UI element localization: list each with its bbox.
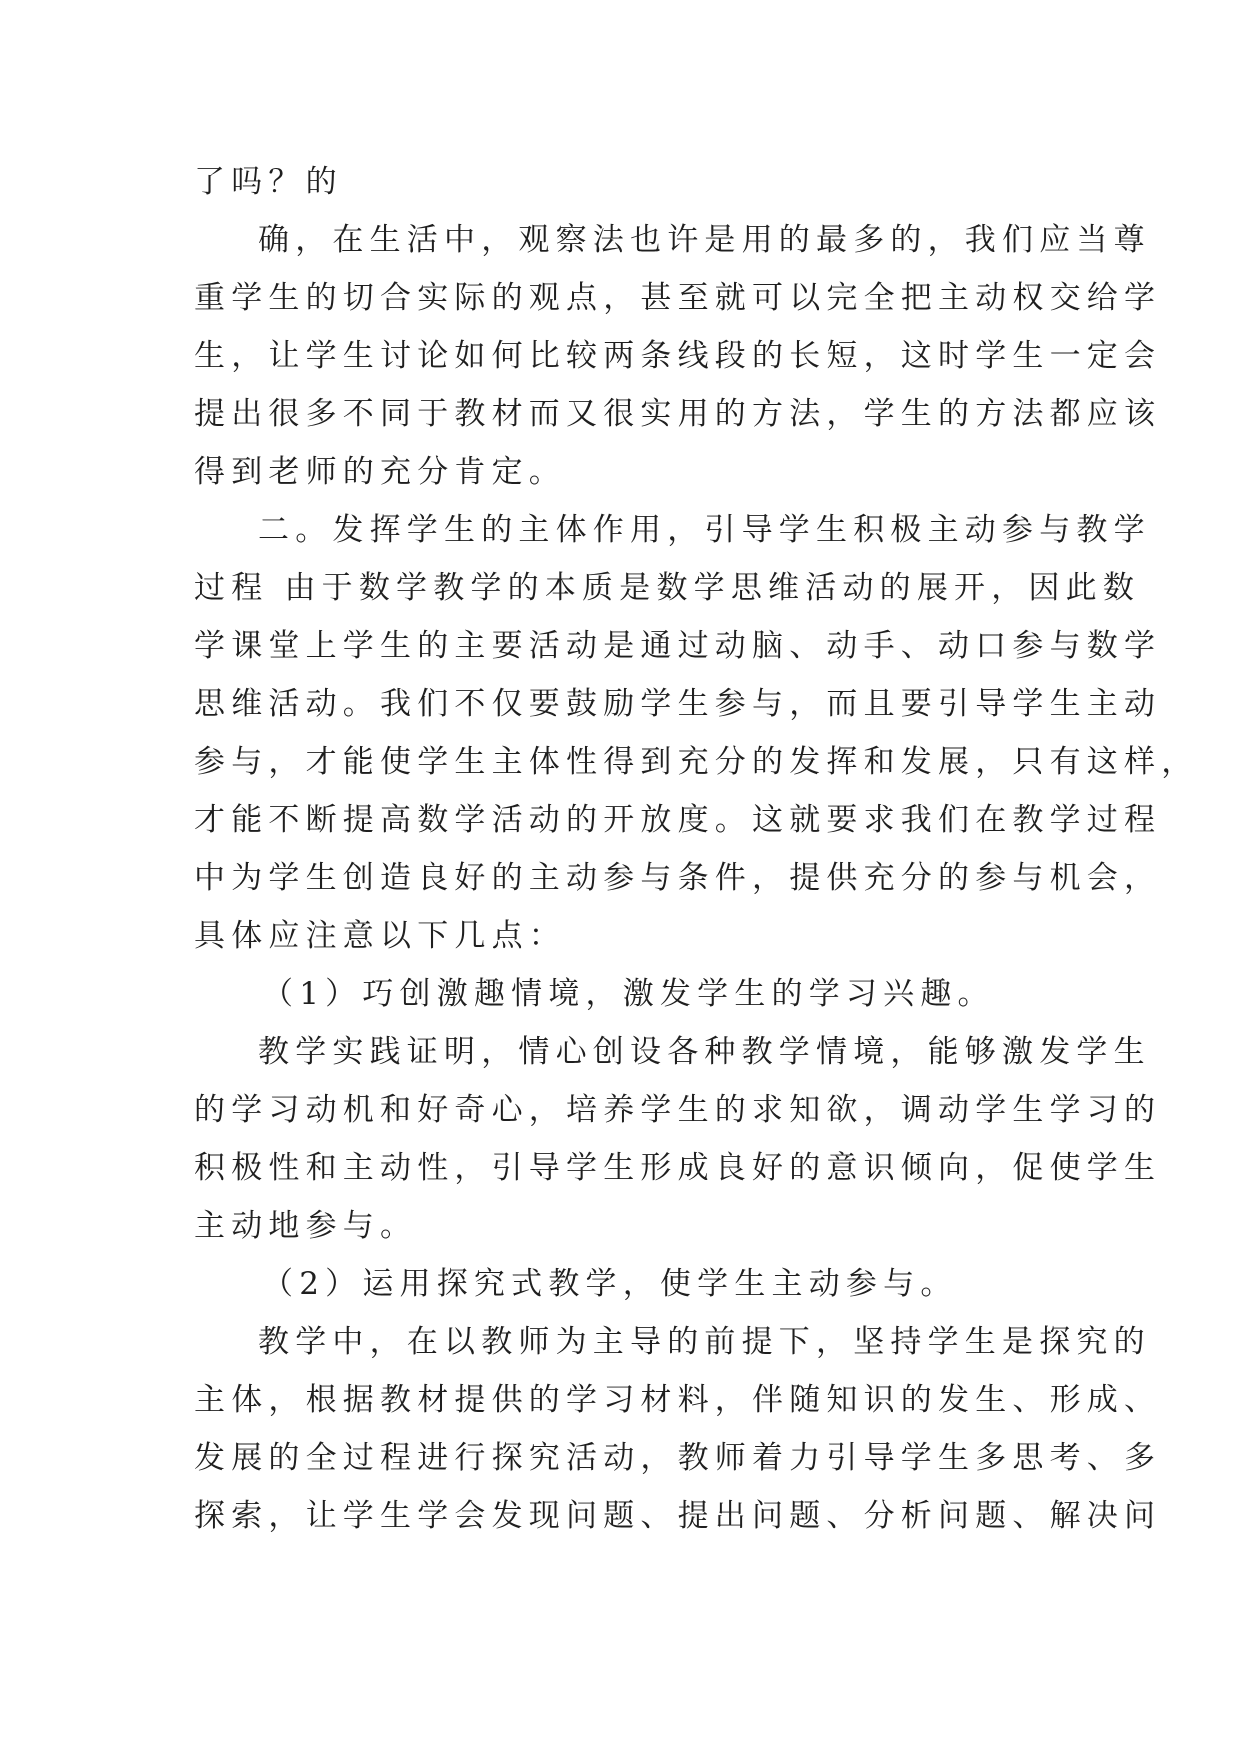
text-line: 了吗？的 [194,164,343,200]
text-line: 过程 由于数学教学的本质是数学思维活动的展开，因此数 [194,570,1141,606]
text-line: 确，在生活中，观察法也许是用的最多的，我们应当尊 [258,222,1151,258]
text-line: 教学实践证明，情心创设各种教学情境，能够激发学生 [258,1034,1151,1070]
text-line: 二。发挥学生的主体作用，引导学生积极主动参与教学 [258,512,1151,548]
list-item-heading: （1）巧创激趣情境，激发学生的学习兴趣。 [262,976,995,1012]
text-line: 的学习动机和好奇心，培养学生的求知欲，调动学生学习的 [194,1092,1162,1128]
text-line: 生，让学生讨论如何比较两条线段的长短，这时学生一定会 [194,338,1162,374]
text-line: 探索，让学生学会发现问题、提出问题、分析问题、解决问 [194,1498,1162,1534]
list-item-heading: （2）运用探究式教学，使学生主动参与。 [262,1266,958,1302]
text-line: 积极性和主动性，引导学生形成良好的意识倾向，促使学生 [194,1150,1162,1186]
text-line: 提出很多不同于教材而又很实用的方法，学生的方法都应该 [194,396,1162,432]
text-line: 重学生的切合实际的观点，甚至就可以完全把主动权交给学 [194,280,1162,316]
text-line: 具体应注意以下几点： [194,918,566,954]
text-line: 得到老师的充分肯定。 [194,454,566,490]
text-line: 教学中，在以教师为主导的前提下，坚持学生是探究的 [258,1324,1151,1360]
text-line: 发展的全过程进行探究活动，教师着力引导学生多思考、多 [194,1440,1162,1476]
text-line: 参与，才能使学生主体性得到充分的发挥和发展，只有这样， [194,744,1199,780]
text-line: 中为学生创造良好的主动参与条件，提供充分的参与机会， [194,860,1162,896]
text-line: 才能不断提高数学活动的开放度。这就要求我们在教学过程 [194,802,1162,838]
text-line: 思维活动。我们不仅要鼓励学生参与，而且要引导学生主动 [194,686,1162,722]
text-line: 主动地参与。 [194,1208,418,1244]
text-line: 主体，根据教材提供的学习材料，伴随知识的发生、形成、 [194,1382,1162,1418]
text-line: 学课堂上学生的主要活动是通过动脑、动手、动口参与数学 [194,628,1162,664]
